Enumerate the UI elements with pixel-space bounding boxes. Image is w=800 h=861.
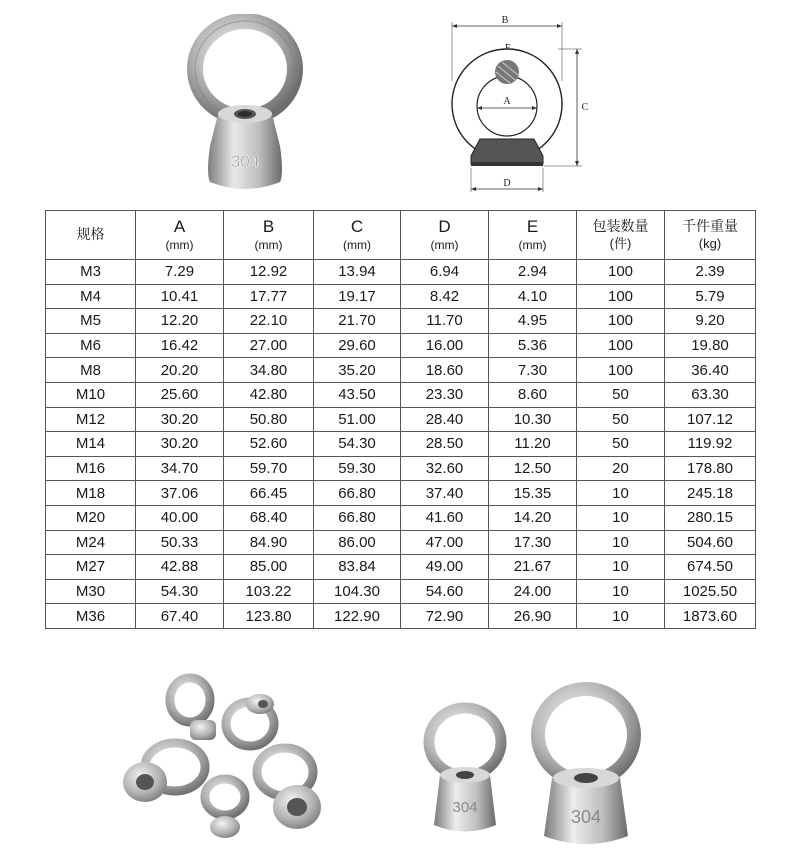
cell-d: 47.00 (401, 530, 489, 555)
header-c: C (mm) (314, 211, 401, 260)
cell-e: 26.90 (489, 604, 577, 629)
cell-d: 54.60 (401, 579, 489, 604)
cell-weight: 280.15 (665, 505, 756, 530)
cell-c: 13.94 (314, 260, 401, 285)
cell-a: 40.00 (136, 505, 224, 530)
cell-b: 84.90 (224, 530, 314, 555)
cell-a: 37.06 (136, 481, 224, 506)
header-a: A (mm) (136, 211, 224, 260)
cell-c: 66.80 (314, 481, 401, 506)
cell-spec: M24 (46, 530, 136, 555)
cell-spec: M20 (46, 505, 136, 530)
table-row (46, 432, 756, 457)
cell-qty: 50 (577, 382, 665, 407)
table-row (46, 407, 756, 432)
stamp-304-label: 304 (230, 152, 260, 171)
cell-qty: 10 (577, 555, 665, 580)
dimension-diagram (440, 6, 600, 196)
cell-c: 35.20 (314, 358, 401, 383)
table-row (46, 382, 756, 407)
cell-qty: 50 (577, 432, 665, 457)
cell-c: 19.17 (314, 284, 401, 309)
cell-a: 12.20 (136, 309, 224, 334)
cell-a: 10.41 (136, 284, 224, 309)
cell-a: 30.20 (136, 432, 224, 457)
cell-qty: 100 (577, 309, 665, 334)
cell-spec: M5 (46, 309, 136, 334)
large-nut-stamp: 304 (570, 807, 602, 827)
cell-a: 50.33 (136, 530, 224, 555)
cell-weight: 9.20 (665, 309, 756, 334)
cell-b: 34.80 (224, 358, 314, 383)
cell-spec: M30 (46, 579, 136, 604)
cell-e: 4.10 (489, 284, 577, 309)
cell-d: 32.60 (401, 456, 489, 481)
cell-d: 16.00 (401, 333, 489, 358)
cell-spec: M16 (46, 456, 136, 481)
cell-qty: 20 (577, 456, 665, 481)
eye-nut-pair-photo (410, 680, 650, 855)
cell-qty: 100 (577, 333, 665, 358)
cell-d: 41.60 (401, 505, 489, 530)
cell-e: 8.60 (489, 382, 577, 407)
spec-table (45, 210, 756, 629)
table-row (46, 530, 756, 555)
cell-c: 51.00 (314, 407, 401, 432)
eye-nut-photo (180, 14, 310, 199)
cell-c: 122.90 (314, 604, 401, 629)
diagram-label-a: A (503, 96, 511, 107)
cell-e: 7.30 (489, 358, 577, 383)
cell-e: 17.30 (489, 530, 577, 555)
diagram-label-b: B (501, 15, 509, 26)
header-e: E (mm) (489, 211, 577, 260)
cell-spec: M8 (46, 358, 136, 383)
cell-d: 6.94 (401, 260, 489, 285)
cell-c: 59.30 (314, 456, 401, 481)
header-weight: 千件重量 (kg) (665, 211, 756, 260)
table-row (46, 333, 756, 358)
cell-b: 85.00 (224, 555, 314, 580)
cell-c: 104.30 (314, 579, 401, 604)
cell-weight: 36.40 (665, 358, 756, 383)
cell-b: 52.60 (224, 432, 314, 457)
diagram-label-c: C (581, 102, 589, 113)
eye-nut-group-photo (115, 672, 345, 852)
cell-qty: 10 (577, 604, 665, 629)
cell-c: 29.60 (314, 333, 401, 358)
cell-b: 27.00 (224, 333, 314, 358)
cell-e: 24.00 (489, 579, 577, 604)
table-row (46, 284, 756, 309)
cell-a: 54.30 (136, 579, 224, 604)
cell-weight: 245.18 (665, 481, 756, 506)
cell-e: 14.20 (489, 505, 577, 530)
cell-a: 7.29 (136, 260, 224, 285)
cell-b: 50.80 (224, 407, 314, 432)
table-row (46, 260, 756, 285)
cell-qty: 10 (577, 505, 665, 530)
cell-spec: M3 (46, 260, 136, 285)
cell-d: 28.40 (401, 407, 489, 432)
cell-b: 66.45 (224, 481, 314, 506)
cell-a: 42.88 (136, 555, 224, 580)
cell-c: 54.30 (314, 432, 401, 457)
cell-b: 123.80 (224, 604, 314, 629)
cell-e: 10.30 (489, 407, 577, 432)
table-row (46, 481, 756, 506)
cell-a: 30.20 (136, 407, 224, 432)
cell-a: 67.40 (136, 604, 224, 629)
cell-d: 37.40 (401, 481, 489, 506)
cell-weight: 504.60 (665, 530, 756, 555)
cell-b: 42.80 (224, 382, 314, 407)
cell-weight: 178.80 (665, 456, 756, 481)
cell-weight: 19.80 (665, 333, 756, 358)
small-nut-stamp: 304 (452, 799, 478, 816)
cell-a: 34.70 (136, 456, 224, 481)
table-row (46, 309, 756, 334)
cell-weight: 2.39 (665, 260, 756, 285)
cell-d: 72.90 (401, 604, 489, 629)
header-b: B (mm) (224, 211, 314, 260)
cell-e: 5.36 (489, 333, 577, 358)
cell-c: 21.70 (314, 309, 401, 334)
cell-qty: 10 (577, 481, 665, 506)
cell-qty: 10 (577, 530, 665, 555)
cell-e: 4.95 (489, 309, 577, 334)
cell-d: 28.50 (401, 432, 489, 457)
cell-b: 59.70 (224, 456, 314, 481)
cell-qty: 100 (577, 260, 665, 285)
cell-b: 17.77 (224, 284, 314, 309)
cell-b: 68.40 (224, 505, 314, 530)
cell-weight: 119.92 (665, 432, 756, 457)
cell-qty: 10 (577, 579, 665, 604)
table-row (46, 579, 756, 604)
table-row (46, 555, 756, 580)
cell-spec: M4 (46, 284, 136, 309)
cell-e: 11.20 (489, 432, 577, 457)
cell-c: 83.84 (314, 555, 401, 580)
cell-c: 43.50 (314, 382, 401, 407)
cell-weight: 63.30 (665, 382, 756, 407)
cell-weight: 1873.60 (665, 604, 756, 629)
cell-spec: M36 (46, 604, 136, 629)
cell-weight: 1025.50 (665, 579, 756, 604)
cell-d: 8.42 (401, 284, 489, 309)
cell-spec: M6 (46, 333, 136, 358)
cell-d: 11.70 (401, 309, 489, 334)
cell-spec: M10 (46, 382, 136, 407)
cell-e: 21.67 (489, 555, 577, 580)
cell-weight: 107.12 (665, 407, 756, 432)
header-qty: 包装数量 (件) (577, 211, 665, 260)
cell-d: 23.30 (401, 382, 489, 407)
cell-c: 66.80 (314, 505, 401, 530)
cell-spec: M14 (46, 432, 136, 457)
header-d: D (mm) (401, 211, 489, 260)
cell-qty: 100 (577, 358, 665, 383)
cell-d: 49.00 (401, 555, 489, 580)
diagram-label-d: D (503, 178, 511, 189)
header-spec: 规格 (46, 211, 136, 260)
cell-spec: M27 (46, 555, 136, 580)
table-body (46, 260, 756, 629)
cell-b: 103.22 (224, 579, 314, 604)
cell-a: 16.42 (136, 333, 224, 358)
cell-b: 22.10 (224, 309, 314, 334)
cell-weight: 5.79 (665, 284, 756, 309)
cell-a: 20.20 (136, 358, 224, 383)
table-header-row (46, 211, 756, 260)
cell-e: 15.35 (489, 481, 577, 506)
cell-d: 18.60 (401, 358, 489, 383)
cell-qty: 50 (577, 407, 665, 432)
cell-b: 12.92 (224, 260, 314, 285)
cell-spec: M12 (46, 407, 136, 432)
table-row (46, 358, 756, 383)
cell-a: 25.60 (136, 382, 224, 407)
table-row (46, 505, 756, 530)
cell-weight: 674.50 (665, 555, 756, 580)
table-row (46, 456, 756, 481)
cell-e: 2.94 (489, 260, 577, 285)
table-row (46, 604, 756, 629)
cell-c: 86.00 (314, 530, 401, 555)
cell-qty: 100 (577, 284, 665, 309)
cell-e: 12.50 (489, 456, 577, 481)
cell-spec: M18 (46, 481, 136, 506)
